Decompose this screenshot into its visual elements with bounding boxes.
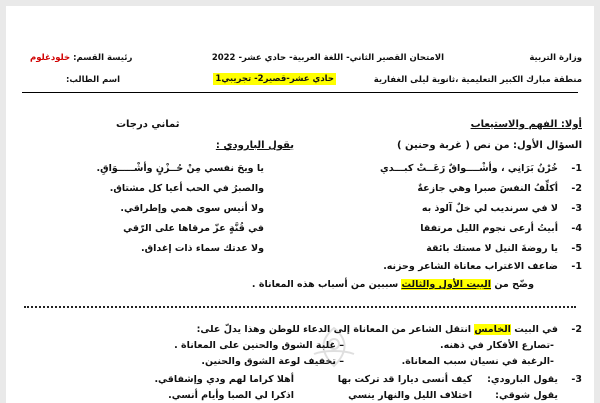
question-3-verse-1-second: أهلا كراما لهم ودي وإشفاقي. [154, 374, 294, 385]
question-1-task-post: سببين من أسباب هذه المعاناة . [251, 279, 399, 290]
verse-3-first-hemistich: لا في سرنديب لي خلٌ آلوذ به [421, 203, 558, 214]
section-title: أولا: الفهم والاستيعاب [470, 119, 582, 130]
question-3-verse-2-first: اختلاف الليل والنهار ينسي [348, 390, 472, 401]
question-3-verse-1-first: كيف أنسى ديارا قد تركت بها [337, 374, 472, 385]
question-3-poet-1-label: يقول البارودي: [487, 374, 558, 385]
question-1-text: ضاعف الاغتراب معاناة الشاعر وحزنه. [383, 261, 558, 272]
question-2-stem-post: انتقل الشاعر من المعاناة إلى الدعاء للوطن وهذا يدلّ على: [196, 324, 472, 335]
exam-variant-badge: حادي عشر-قصير2- تجريبي1 [215, 74, 334, 84]
department-head-name: خلودغلوم [30, 53, 71, 63]
department-head-label: رئيسة القسم: [73, 53, 133, 63]
question-2-number: 2- [571, 324, 582, 335]
verse-5-first-hemistich: يا روضةَ النيل لا مستك بائقة [426, 243, 558, 254]
verse-4-number: 4- [571, 223, 582, 234]
ministry-label: وزارة التربية [529, 53, 582, 63]
section-grade: ثماني درجات [116, 119, 180, 130]
verse-3-second-hemistich: ولا أنيس سوى همي وإطراقي. [120, 203, 264, 214]
question-1-number: 1- [571, 261, 582, 272]
verse-2-first-hemistich: أكلِّفُ النفسَ صبرا وهي جازعةٌ [417, 183, 558, 194]
verse-2-second-hemistich: والصبرُ في الحب أعيا كل مشتاق. [109, 183, 264, 194]
verse-1-second-hemistich: يا ويحَ نفسي مِنْ حُــزْنٍ وأشْـــــوَاقِ. [96, 163, 264, 174]
verse-2-number: 2- [571, 183, 582, 194]
question-2-option-2: – غلبة الشوق والحنين على المعاناة . [174, 340, 344, 351]
question-2-stem [197, 324, 558, 335]
question-2-stem-pre: في البيت [514, 324, 558, 335]
question-1-task [252, 279, 534, 290]
question-3-number: 3- [571, 374, 582, 385]
question-3-poet-2-label: يقول شوقي: [495, 390, 558, 401]
verse-4-first-hemistich: أبيتُ أرعى نجوم الليل مرتفقا [420, 223, 558, 234]
header-divider [22, 92, 578, 93]
school-label: منطقة مبارك الكبير التعليمية ،ثانوية ليلى الغفارية [373, 75, 582, 85]
verse-5-second-hemistich: ولا عدتك سماء ذات إغداق. [140, 243, 264, 254]
question-3-verse-2-second: اذكرا لي الصبا وأيام أنسي. [168, 390, 294, 401]
verse-3-number: 3- [571, 203, 582, 214]
poet-heading: يقول البارودي : [215, 140, 294, 151]
exam-title: الامتحان القصير الثاني- اللغة العربية- حادي عشر- 2022 [211, 53, 444, 63]
question-1-task-pre: وضّح من [494, 279, 534, 290]
department-head [30, 53, 132, 63]
student-name-label: اسم الطالب: [66, 75, 121, 85]
question-intro: السؤال الأول: من نص ( غربة وحنين ) [396, 140, 582, 151]
verse-1-number: 1- [571, 163, 582, 174]
question-2-option-3: -الرغبة في نسيان سبب المعاناة. [401, 356, 554, 367]
question-2-stem-highlight: الخامس [474, 324, 511, 335]
question-2-option-4: – تخفيف لوعة الشوق والحنين. [201, 356, 344, 367]
section-separator [24, 306, 576, 308]
watermark-logo-icon [304, 324, 364, 370]
exam-page [6, 6, 594, 403]
question-2-option-1: -تصارع الأفكار في ذهنه. [440, 340, 554, 351]
question-1-task-highlight: البيت الأول والثالث [401, 279, 492, 290]
verse-1-first-hemistich: خُرْنُ بَرَانِي ، وأشْــــواقٌ رَعَــتْ كبـــدي [380, 163, 558, 174]
verse-5-number: 5- [571, 243, 582, 254]
verse-4-second-hemistich: في قُنَّةٍ عزّ مرقاها على الرّقي [123, 223, 264, 234]
